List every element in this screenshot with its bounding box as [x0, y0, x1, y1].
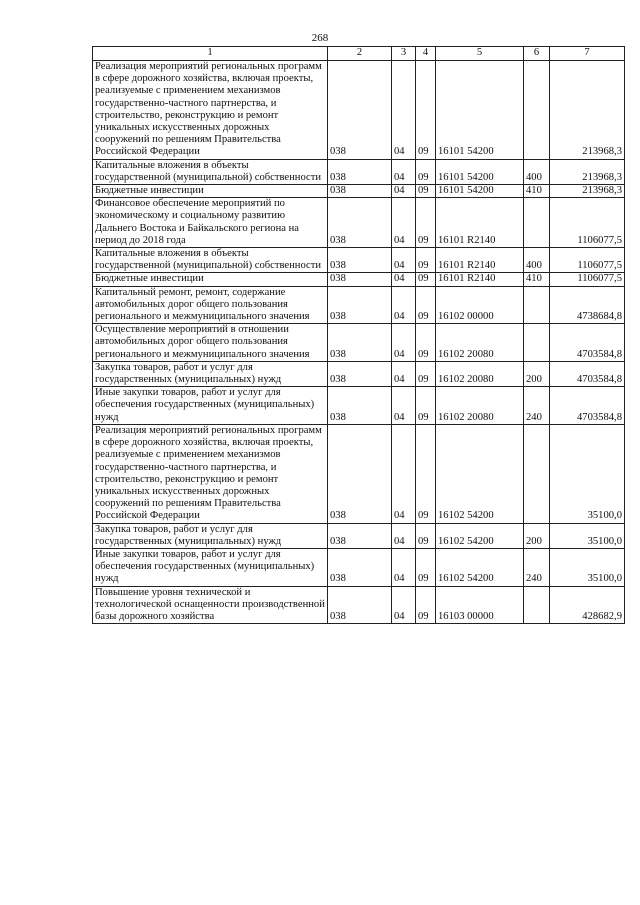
row-section: 04 [392, 387, 416, 425]
row-amount: 35100,0 [550, 548, 625, 586]
row-target-code: 16101 54200 [436, 159, 524, 184]
header-col-6: 6 [524, 47, 550, 61]
row-target-code: 16101 54200 [436, 185, 524, 198]
row-name: Финансовое обеспечение мероприятий по экономическому и социальному развитию Дальнего Востока и Байкальского региона на период до 2018 года [93, 198, 328, 248]
row-section: 04 [392, 286, 416, 324]
row-expense-type: 410 [524, 273, 550, 286]
table-row [93, 424, 625, 523]
table-row [93, 586, 625, 624]
row-expense-type: 400 [524, 248, 550, 273]
row-amount: 213968,3 [550, 159, 625, 184]
row-name: Бюджетные инвестиции [93, 185, 328, 198]
budget-table [92, 46, 625, 624]
row-name: Иные закупки товаров, работ и услуг для обеспечения государственных (муниципальных) нужд [93, 548, 328, 586]
table-row [93, 361, 625, 386]
row-name: Повышение уровня технической и технологической оснащенности производственной базы дорожного хозяйства [93, 586, 328, 624]
row-subsection: 09 [416, 198, 436, 248]
row-target-code: 16102 20080 [436, 387, 524, 425]
row-section: 04 [392, 361, 416, 386]
page-number: 268 [311, 32, 329, 44]
row-expense-type: 410 [524, 185, 550, 198]
row-subsection: 09 [416, 273, 436, 286]
header-col-3: 3 [392, 47, 416, 61]
row-target-code: 16102 54200 [436, 548, 524, 586]
row-subsection: 09 [416, 361, 436, 386]
row-section: 04 [392, 61, 416, 160]
row-amount: 4738684,8 [550, 286, 625, 324]
row-admin-code: 038 [328, 185, 392, 198]
row-amount: 1106077,5 [550, 248, 625, 273]
row-amount: 35100,0 [550, 523, 625, 548]
header-col-4: 4 [416, 47, 436, 61]
row-target-code: 16101 R2140 [436, 198, 524, 248]
row-subsection: 09 [416, 61, 436, 160]
row-subsection: 09 [416, 387, 436, 425]
row-admin-code: 038 [328, 387, 392, 425]
row-section: 04 [392, 198, 416, 248]
row-subsection: 09 [416, 286, 436, 324]
row-subsection: 09 [416, 523, 436, 548]
header-col-7: 7 [550, 47, 625, 61]
row-expense-type [524, 198, 550, 248]
row-name: Реализация мероприятий региональных программ в сфере дорожного хозяйства, включая проекты, реализуемые с применением механизмов государственно-частного партнерства, и строительство, реконструкцию и ремонт уникальных искусственных дорожных сооружений по решениям Правительства Российской Федерации [93, 424, 328, 523]
row-amount: 4703584,8 [550, 361, 625, 386]
row-expense-type [524, 61, 550, 160]
row-subsection: 09 [416, 248, 436, 273]
row-target-code: 16102 54200 [436, 523, 524, 548]
row-name: Капитальные вложения в объекты государственной (муниципальной) собственности [93, 159, 328, 184]
row-expense-type [524, 286, 550, 324]
row-target-code: 16101 R2140 [436, 273, 524, 286]
table-row [93, 548, 625, 586]
row-expense-type: 240 [524, 548, 550, 586]
row-name: Капитальные вложения в объекты государственной (муниципальной) собственности [93, 248, 328, 273]
table-row [93, 324, 625, 362]
row-admin-code: 038 [328, 273, 392, 286]
row-admin-code: 038 [328, 286, 392, 324]
table-row [93, 387, 625, 425]
table-header-row [93, 47, 625, 61]
row-section: 04 [392, 424, 416, 523]
row-subsection: 09 [416, 586, 436, 624]
row-target-code: 16102 00000 [436, 286, 524, 324]
row-name: Закупка товаров, работ и услуг для государственных (муниципальных) нужд [93, 361, 328, 386]
row-subsection: 09 [416, 159, 436, 184]
row-section: 04 [392, 248, 416, 273]
row-expense-type: 200 [524, 361, 550, 386]
table-row [93, 61, 625, 160]
row-section: 04 [392, 324, 416, 362]
row-name: Иные закупки товаров, работ и услуг для обеспечения государственных (муниципальных) нужд [93, 387, 328, 425]
row-name: Осуществление мероприятий в отношении автомобильных дорог общего пользования регионального и межмуниципального значения [93, 324, 328, 362]
row-amount: 1106077,5 [550, 273, 625, 286]
row-amount: 428682,9 [550, 586, 625, 624]
row-target-code: 16102 20080 [436, 361, 524, 386]
row-admin-code: 038 [328, 198, 392, 248]
row-amount: 213968,3 [550, 61, 625, 160]
row-amount: 1106077,5 [550, 198, 625, 248]
row-target-code: 16101 54200 [436, 61, 524, 160]
row-admin-code: 038 [328, 61, 392, 160]
row-admin-code: 038 [328, 248, 392, 273]
table-row [93, 273, 625, 286]
table-row [93, 523, 625, 548]
row-name: Реализация мероприятий региональных программ в сфере дорожного хозяйства, включая проекты, реализуемые с применением механизмов государственно-частного партнерства, и строительство, реконструкцию и ремонт уникальных искусственных дорожных сооружений по решениям Правительства Российской Федерации [93, 61, 328, 160]
row-section: 04 [392, 523, 416, 548]
row-target-code: 16102 54200 [436, 424, 524, 523]
row-subsection: 09 [416, 185, 436, 198]
row-expense-type [524, 324, 550, 362]
row-subsection: 09 [416, 424, 436, 523]
row-expense-type: 200 [524, 523, 550, 548]
table-body [93, 61, 625, 624]
table-row [93, 159, 625, 184]
row-section: 04 [392, 586, 416, 624]
row-name: Капитальный ремонт, ремонт, содержание автомобильных дорог общего пользования регионального и межмуниципального значения [93, 286, 328, 324]
row-admin-code: 038 [328, 424, 392, 523]
row-expense-type: 400 [524, 159, 550, 184]
row-admin-code: 038 [328, 324, 392, 362]
row-section: 04 [392, 548, 416, 586]
row-amount: 4703584,8 [550, 387, 625, 425]
row-admin-code: 038 [328, 361, 392, 386]
row-name: Закупка товаров, работ и услуг для государственных (муниципальных) нужд [93, 523, 328, 548]
row-admin-code: 038 [328, 523, 392, 548]
row-amount: 213968,3 [550, 185, 625, 198]
row-expense-type [524, 586, 550, 624]
row-subsection: 09 [416, 324, 436, 362]
table-row [93, 286, 625, 324]
row-section: 04 [392, 273, 416, 286]
header-col-2: 2 [328, 47, 392, 61]
header-col-1: 1 [93, 47, 328, 61]
table-row [93, 185, 625, 198]
row-target-code: 16101 R2140 [436, 248, 524, 273]
row-subsection: 09 [416, 548, 436, 586]
row-amount: 4703584,8 [550, 324, 625, 362]
row-section: 04 [392, 159, 416, 184]
row-expense-type: 240 [524, 387, 550, 425]
row-admin-code: 038 [328, 586, 392, 624]
header-col-5: 5 [436, 47, 524, 61]
row-admin-code: 038 [328, 159, 392, 184]
table-row [93, 198, 625, 248]
row-name: Бюджетные инвестиции [93, 273, 328, 286]
row-target-code: 16103 00000 [436, 586, 524, 624]
row-target-code: 16102 20080 [436, 324, 524, 362]
row-section: 04 [392, 185, 416, 198]
row-admin-code: 038 [328, 548, 392, 586]
row-amount: 35100,0 [550, 424, 625, 523]
row-expense-type [524, 424, 550, 523]
table-row [93, 248, 625, 273]
